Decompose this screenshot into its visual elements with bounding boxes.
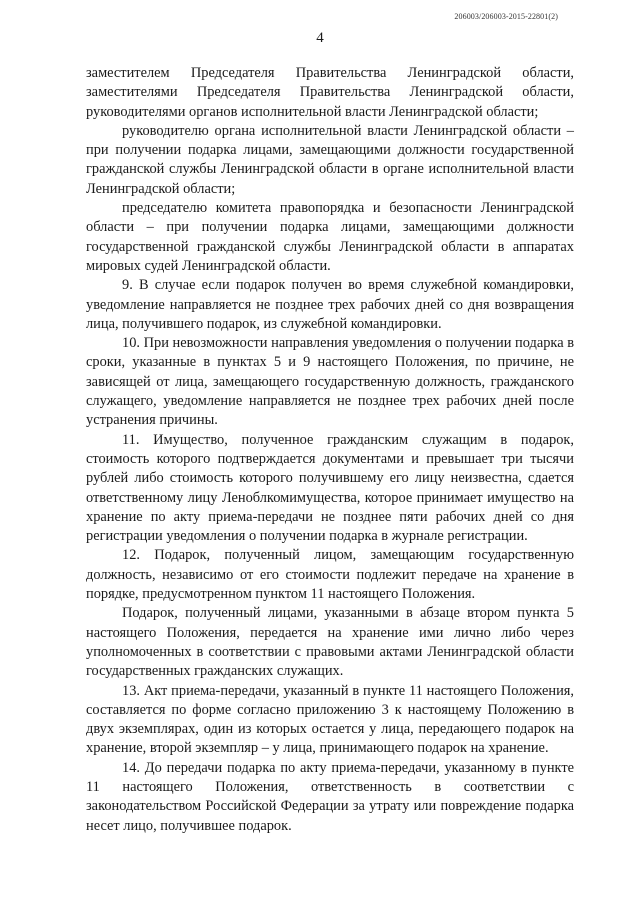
paragraph-2: руководителю органа исполнительной власти Ленинградской области – при получении подарка лицами, замещающими должности государственной гражданской службы Ленинградской области в органе исполнительной власти Ленинградской области; <box>86 122 574 197</box>
paragraph-item-12-continued: Подарок, полученный лицами, указанными в абзаце втором пункта 5 настоящего Положения, передается на хранение ими лично либо через уполномоченных в соответствии с правовыми актами Ленинградской области государственных гражданских служащих. <box>86 605 574 680</box>
page-number: 4 <box>316 30 324 46</box>
document-id: 206003/206003-2015-22801(2) <box>454 12 558 21</box>
paragraph-3: председателю комитета правопорядка и безопасности Ленинградской области – при получении подарка лицами, замещающими должности государственной гражданской службы Ленинградской области в аппаратах мировых судей Ленинградской области. <box>86 200 574 274</box>
paragraph-item-13: 13. Акт приема-передачи, указанный в пункте 11 настоящего Положения, составляется по форме согласно приложению 3 к настоящему Положению в двух экземплярах, один из которых остается у лица, передающего подарок на хранение, второй экземпляр – у лица, принимающего подарок на хранение. <box>86 682 574 757</box>
paragraph-item-14: 14. До передачи подарка по акту приема-передачи, указанному в пункте 11 настоящего Положения, ответственность в соответствии с законодательством Российской Федерации за утрату или повреждение подарка несет лицо, получившее подарок. <box>86 759 574 834</box>
document-body <box>86 64 574 836</box>
paragraph-1: заместителем Председателя Правительства Ленинградской области, заместителями Председателя Правительства Ленинградской области, руководителями органов исполнительной власти Ленинградской области; <box>86 65 574 120</box>
paragraph-item-12: 12. Подарок, полученный лицом, замещающим государственную должность, независимо от его стоимости подлежит передаче на хранение в порядке, предусмотренном пунктом 11 настоящего Положения. <box>86 547 574 603</box>
paragraph-item-9: 9. В случае если подарок получен во время служебной командировки, уведомление направляется не позднее трех рабочих дней со дня возвращения лица, получившего подарок, из служебной командировки. <box>86 277 574 332</box>
paragraph-item-10: 10. При невозможности направления уведомления о получении подарка в сроки, указанные в пунктах 5 и 9 настоящего Положения, по причине, не зависящей от лица, замещающего государственную должность, гражданского служащего, уведомление направляется не позднее трех рабочих дней после устранения причины. <box>86 335 574 429</box>
paragraph-item-11: 11. Имущество, полученное гражданским служащим в подарок, стоимость которого подтверждается документами и превышает три тысячи рублей либо стоимость которого получившему его лицу неизвестна, сдается ответственному лицу Леноблкомимущества, которое принимает имущество на хранение по акту приема-передачи не позднее пяти рабочих дней со дня регистрации уведомления о получении подарка в журнале регистрации. <box>86 431 574 545</box>
